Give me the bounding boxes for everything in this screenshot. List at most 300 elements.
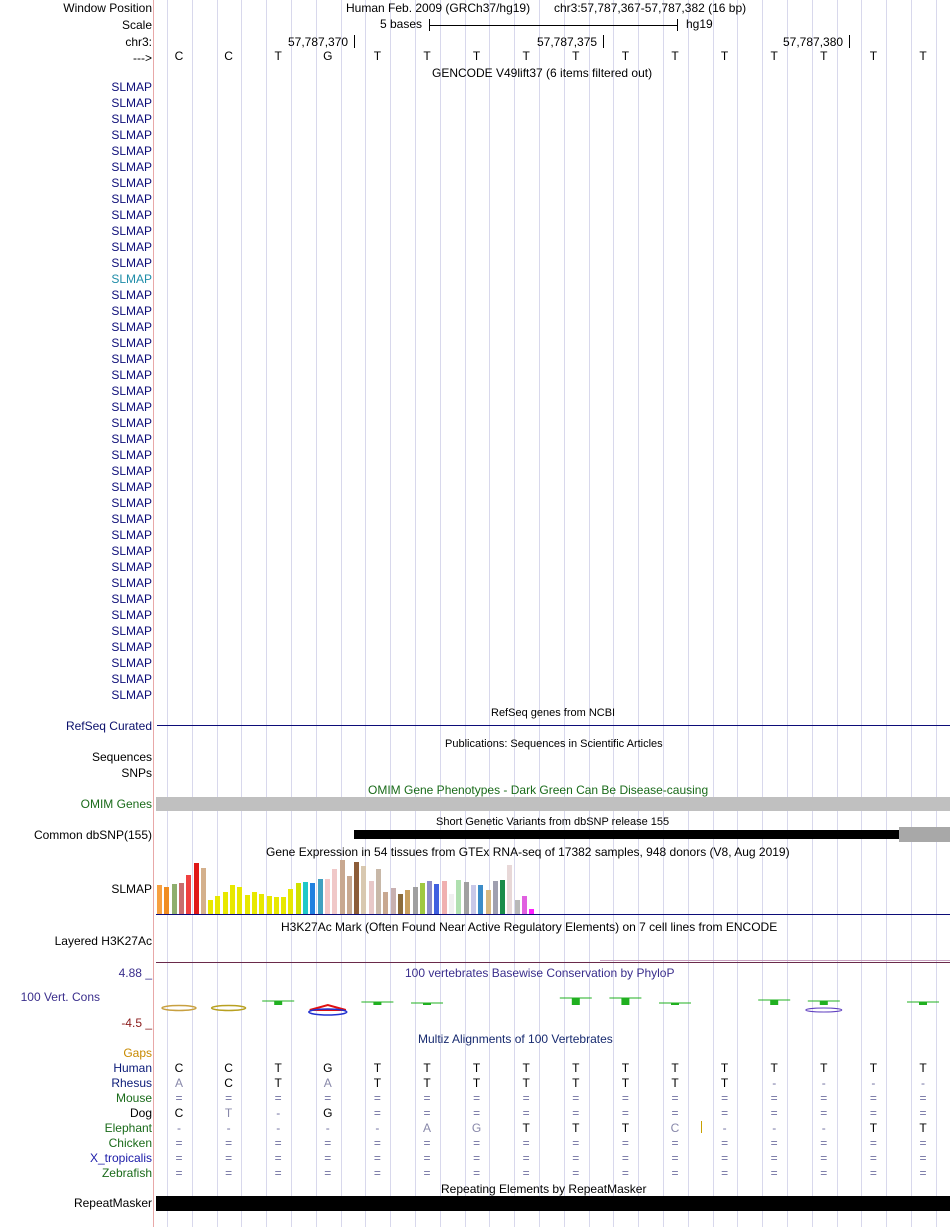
gencode-gene-label[interactable]: SLMAP [111, 368, 152, 382]
tick-label-3: 57,787,380 [783, 35, 844, 49]
base-letter: T [770, 49, 778, 63]
base-letter: T [274, 49, 282, 63]
gencode-transcript[interactable] [157, 117, 950, 121]
gtex-tissue-bar[interactable] [223, 892, 228, 914]
dbsnp-track-title: Short Genetic Variants from dbSNP release 155 [436, 816, 670, 828]
multiz-base: T [720, 1076, 729, 1090]
gtex-tissue-bar[interactable] [376, 869, 381, 914]
multiz-base: = [473, 1136, 481, 1150]
multiz-base: = [522, 1091, 530, 1105]
gencode-gene-label[interactable]: SLMAP [111, 576, 152, 590]
gencode-transcript[interactable] [157, 261, 950, 265]
multiz-species-label[interactable]: X_tropicalis [89, 1151, 152, 1165]
gencode-transcript[interactable] [157, 149, 950, 153]
label-gutter-divider [153, 0, 154, 1227]
gtex-tissue-bar[interactable] [281, 897, 286, 914]
gencode-transcript[interactable] [157, 645, 950, 649]
multiz-base: = [175, 1136, 183, 1150]
gencode-transcript[interactable] [157, 357, 950, 361]
gtex-tissue-bar[interactable] [486, 890, 491, 914]
gtex-tissue-bar[interactable] [405, 890, 410, 914]
gtex-tissue-bar[interactable] [383, 892, 388, 914]
gencode-gene-label[interactable]: SLMAP [111, 512, 152, 526]
multiz-base: T [274, 1061, 282, 1075]
multiz-base: = [522, 1106, 530, 1120]
gencode-transcript[interactable] [157, 101, 950, 105]
gtex-tissue-bar[interactable] [237, 887, 242, 914]
gencode-transcript[interactable] [157, 341, 950, 345]
multiz-base: T [423, 1061, 431, 1075]
position-range[interactable]: chr3:57,787,367-57,787,382 (16 bp) [554, 1, 747, 15]
multiz-base: = [919, 1106, 927, 1120]
gencode-transcript[interactable] [157, 501, 950, 505]
gencode-transcript[interactable] [157, 309, 950, 313]
chrom-label: chr3: [125, 35, 152, 49]
phylop-max-value: 4.88 _ [118, 966, 152, 980]
phylop-svg [156, 990, 950, 1020]
multiz-base: = [919, 1136, 927, 1150]
gtex-tissue-bar[interactable] [413, 887, 418, 914]
gtex-tissue-bar[interactable] [340, 860, 345, 914]
gencode-gene-label[interactable]: SLMAP [111, 656, 152, 670]
gencode-transcript[interactable] [157, 629, 950, 633]
multiz-base: = [522, 1166, 530, 1180]
multiz-base: = [770, 1166, 778, 1180]
gtex-tissue-bar[interactable] [215, 896, 220, 914]
gencode-gene-label[interactable]: SLMAP [111, 352, 152, 366]
multiz-base: = [225, 1136, 233, 1150]
multiz-base: = [423, 1091, 431, 1105]
base-letter: T [373, 49, 382, 63]
phylop-green-bar [274, 1001, 282, 1005]
gencode-gene-label[interactable]: SLMAP [111, 464, 152, 478]
phylop-green-bar [572, 998, 580, 1005]
gencode-gene-label[interactable]: SLMAP [111, 496, 152, 510]
gencode-gene-label[interactable]: SLMAP [111, 304, 152, 318]
multiz-base: - [821, 1076, 826, 1090]
gtex-tissue-bar[interactable] [500, 880, 505, 914]
gtex-tissue-bar[interactable] [449, 894, 454, 914]
h3k27ac-track-label[interactable]: Layered H3K27Ac [54, 934, 152, 948]
gencode-gene-label[interactable]: SLMAP [111, 448, 152, 462]
gtex-tissue-bar[interactable] [464, 882, 469, 914]
gencode-transcript[interactable] [157, 677, 950, 681]
gencode-transcript[interactable] [157, 469, 950, 473]
gencode-transcript[interactable] [157, 565, 950, 569]
multiz-base: C [174, 1106, 184, 1120]
multiz-base: T [572, 1121, 580, 1135]
multiz-base: = [572, 1106, 580, 1120]
gencode-transcript[interactable] [157, 613, 950, 617]
multiz-base: = [621, 1091, 629, 1105]
multiz-base: = [572, 1091, 580, 1105]
gencode-gene-label[interactable]: SLMAP [111, 384, 152, 398]
multiz-base: T [770, 1061, 778, 1075]
omim-track-title: OMIM Gene Phenotypes - Dark Green Can Be Disease-causing [368, 783, 709, 797]
multiz-species-label[interactable]: Rhesus [111, 1076, 152, 1090]
multiz-base: G [323, 1106, 333, 1120]
multiz-base: = [671, 1151, 679, 1165]
multiz-base: - [921, 1076, 925, 1090]
gencode-transcript[interactable] [157, 421, 950, 425]
base-letter: T [720, 49, 729, 63]
gencode-gene-label[interactable]: SLMAP [111, 144, 152, 158]
gtex-tissue-bar[interactable] [522, 896, 527, 914]
elephant-insertion-mark [701, 1121, 702, 1133]
multiz-base: = [820, 1151, 828, 1165]
base-letter: G [323, 49, 333, 63]
gtex-tissue-bar[interactable] [332, 869, 337, 914]
gencode-transcript[interactable] [157, 453, 950, 457]
gtex-tissue-bar[interactable] [157, 885, 162, 914]
gtex-tissue-bar[interactable] [230, 885, 235, 914]
gencode-gene-label[interactable]: SLMAP [111, 688, 152, 702]
gtex-tissue-bar[interactable] [354, 862, 359, 914]
dbsnp-variant-bar-gray[interactable] [899, 827, 950, 842]
multiz-base: T [621, 1061, 630, 1075]
phylop-min-value: -4.5 _ [121, 1016, 152, 1030]
scale-bar-right-tick [677, 19, 678, 31]
assembly-name: Human Feb. 2009 (GRCh37/hg19) [346, 1, 531, 15]
multiz-species-label[interactable]: Mouse [115, 1091, 152, 1105]
gencode-track-title: GENCODE V49lift37 (6 items filtered out) [432, 66, 653, 80]
multiz-base: = [770, 1106, 778, 1120]
gencode-transcript[interactable] [157, 517, 950, 521]
gencode-transcript[interactable] [157, 661, 950, 665]
gencode-gene-label[interactable]: SLMAP [111, 592, 152, 606]
gencode-gene-label[interactable]: SLMAP [111, 560, 152, 574]
multiz-base: - [871, 1076, 876, 1090]
multiz-base: T [869, 1121, 878, 1135]
multiz-base: A [422, 1121, 431, 1135]
tick-label-2: 57,787,375 [537, 35, 598, 49]
gencode-transcript[interactable] [157, 693, 950, 697]
repeatmasker-bar[interactable] [156, 1196, 950, 1211]
omim-track-label[interactable]: OMIM Genes [80, 797, 152, 811]
gtex-tissue-bar[interactable] [252, 892, 257, 914]
gencode-gene-label[interactable]: SLMAP [111, 528, 152, 542]
gencode-gene-label[interactable]: SLMAP [111, 240, 152, 254]
multiz-base: = [324, 1136, 332, 1150]
gencode-gene-label[interactable]: SLMAP [111, 416, 152, 430]
base-letter: T [522, 49, 530, 63]
base-letter: T [472, 49, 481, 63]
multiz-base: - [226, 1121, 231, 1135]
multiz-base: = [423, 1166, 431, 1180]
gtex-baseline [156, 914, 950, 915]
multiz-base: = [919, 1151, 927, 1165]
multiz-base: T [919, 1121, 927, 1135]
gtex-tissue-bar[interactable] [288, 889, 293, 914]
multiz-base: = [225, 1166, 233, 1180]
publications-sequences-label[interactable]: Sequences [91, 750, 152, 764]
multiz-base: T [472, 1061, 481, 1075]
gencode-transcript[interactable] [157, 85, 950, 89]
gtex-tissue-bar[interactable] [427, 881, 432, 914]
phylop-purple-mark [806, 1008, 842, 1012]
multiz-base: C [670, 1121, 680, 1135]
gtex-track-label[interactable]: SLMAP [111, 882, 152, 896]
gtex-tissue-bar[interactable] [325, 879, 330, 914]
base-letter: C [224, 49, 233, 63]
gtex-tissue-bar[interactable] [201, 868, 206, 914]
gtex-tissue-bar[interactable] [179, 883, 184, 914]
refseq-track-label[interactable]: RefSeq Curated [65, 719, 152, 733]
gencode-transcript[interactable] [157, 197, 950, 201]
multiz-base: = [324, 1151, 332, 1165]
multiz-base: = [274, 1136, 282, 1150]
multiz-base: = [225, 1151, 233, 1165]
refseq-gene-line[interactable] [157, 725, 950, 726]
gencode-transcript[interactable] [157, 245, 950, 249]
base-letter: T [423, 49, 431, 63]
multiz-base: = [324, 1091, 332, 1105]
multiz-base: = [869, 1136, 877, 1150]
multiz-base: = [770, 1091, 778, 1105]
gencode-transcript[interactable] [157, 373, 950, 377]
gtex-tissue-bar[interactable] [442, 881, 447, 914]
scale-text: 5 bases [380, 17, 423, 31]
dbsnp-variant-bar[interactable] [354, 830, 899, 839]
gtex-tissue-bar[interactable] [310, 883, 315, 914]
multiz-base: = [473, 1166, 481, 1180]
gtex-tissue-bar[interactable] [194, 863, 199, 914]
multiz-base: = [671, 1136, 679, 1150]
multiz-base: = [175, 1091, 183, 1105]
multiz-base: = [869, 1091, 877, 1105]
multiz-base: = [820, 1166, 828, 1180]
strand-direction-label: ---> [133, 51, 152, 65]
multiz-base: = [820, 1136, 828, 1150]
multiz-base: G [471, 1121, 482, 1135]
repeatmasker-track-label[interactable]: RepeatMasker [73, 1196, 152, 1210]
gencode-gene-label[interactable]: SLMAP [111, 400, 152, 414]
tick-label-1: 57,787,370 [288, 35, 349, 49]
multiz-base: T [720, 1061, 729, 1075]
multiz-species-label[interactable]: Elephant [104, 1121, 152, 1135]
gencode-transcript[interactable] [157, 437, 950, 441]
multiz-base: = [423, 1151, 431, 1165]
gencode-transcript[interactable] [157, 485, 950, 489]
gencode-transcript[interactable] [157, 213, 950, 217]
scale-label: Scale [121, 18, 152, 32]
publications-snps-label[interactable]: SNPs [121, 766, 152, 780]
gtex-tissue-bar[interactable] [493, 881, 498, 914]
multiz-base: T [572, 1076, 580, 1090]
multiz-base: = [919, 1091, 927, 1105]
multiz-base: - [276, 1121, 281, 1135]
gtex-tissue-bar[interactable] [515, 900, 520, 914]
multiz-base: T [522, 1121, 530, 1135]
multiz-base: C [224, 1061, 233, 1075]
gtex-tissue-bar[interactable] [347, 876, 352, 914]
multiz-track-title: Multiz Alignments of 100 Vertebrates [418, 1032, 613, 1046]
multiz-base: = [423, 1136, 431, 1150]
h3k27ac-track-title: H3K27Ac Mark (Often Found Near Active Regulatory Elements) on 7 cell lines from ENCODE [281, 920, 778, 934]
dbsnp-track-label[interactable]: Common dbSNP(155) [33, 828, 152, 842]
multiz-base: T [621, 1076, 630, 1090]
multiz-base: = [274, 1091, 282, 1105]
base-letter: C [174, 49, 184, 63]
multiz-base: = [671, 1166, 679, 1180]
multiz-base: = [671, 1106, 679, 1120]
gencode-gene-label[interactable]: SLMAP [111, 624, 152, 638]
multiz-base: T [423, 1076, 431, 1090]
gtex-tissue-bar[interactable] [245, 895, 250, 914]
multiz-base: C [174, 1061, 184, 1075]
gencode-transcript[interactable] [157, 389, 950, 393]
gencode-transcript[interactable] [157, 229, 950, 233]
gtex-tissue-bar[interactable] [208, 900, 213, 914]
gtex-tissue-bar[interactable] [391, 888, 396, 914]
gtex-tissue-bar[interactable] [303, 882, 308, 914]
multiz-base: T [373, 1061, 382, 1075]
phylop-green-bar [621, 998, 629, 1005]
gtex-tissue-bar[interactable] [186, 875, 191, 914]
gtex-tissue-bar[interactable] [456, 880, 461, 914]
multiz-base: = [522, 1151, 530, 1165]
multiz-species-label[interactable]: Dog [129, 1106, 152, 1120]
multiz-base: = [919, 1166, 927, 1180]
multiz-base: T [373, 1076, 382, 1090]
tick-mark-3 [849, 35, 850, 48]
multiz-base: = [373, 1091, 381, 1105]
multiz-base: T [224, 1106, 233, 1120]
gtex-tissue-bar[interactable] [172, 884, 177, 914]
multiz-base: = [721, 1166, 729, 1180]
gencode-transcript[interactable] [157, 533, 950, 537]
gencode-transcript[interactable] [157, 325, 950, 329]
gtex-tissue-bar[interactable] [318, 879, 323, 914]
gtex-tissue-bar[interactable] [267, 896, 272, 914]
gtex-tissue-bar[interactable] [164, 887, 169, 914]
multiz-base: = [621, 1136, 629, 1150]
gtex-bar-chart[interactable] [156, 858, 536, 914]
multiz-base: = [274, 1151, 282, 1165]
multiz-gaps-label: Gaps [123, 1046, 152, 1060]
gencode-gene-label[interactable]: SLMAP [111, 320, 152, 334]
multiz-base: = [274, 1166, 282, 1180]
multiz-species-label[interactable]: Chicken [108, 1136, 152, 1150]
base-letter: T [671, 49, 679, 63]
multiz-base: = [721, 1151, 729, 1165]
gtex-tissue-bar[interactable] [507, 865, 512, 914]
gencode-transcript[interactable] [157, 581, 950, 585]
multiz-base: = [225, 1091, 233, 1105]
multiz-base: T [869, 1061, 878, 1075]
gtex-tissue-bar[interactable] [361, 866, 366, 914]
phylop-green-bar [820, 1001, 828, 1005]
gtex-tissue-bar[interactable] [369, 881, 374, 914]
multiz-species-label[interactable]: Human [113, 1061, 152, 1075]
multiz-base: = [621, 1166, 629, 1180]
gencode-gene-label[interactable]: SLMAP [111, 96, 152, 110]
base-letter: T [869, 49, 878, 63]
multiz-base: = [473, 1106, 481, 1120]
multiz-base: = [473, 1151, 481, 1165]
gtex-tissue-bar[interactable] [296, 883, 301, 914]
gencode-transcript[interactable] [157, 133, 950, 137]
multiz-base: = [721, 1106, 729, 1120]
gencode-gene-label[interactable]: SLMAP [111, 160, 152, 174]
gencode-gene-label[interactable]: SLMAP [111, 288, 152, 302]
gtex-tissue-bar[interactable] [471, 885, 476, 914]
gencode-gene-label[interactable]: SLMAP [111, 672, 152, 686]
gencode-transcript[interactable] [157, 549, 950, 553]
gencode-gene-label[interactable]: SLMAP [111, 480, 152, 494]
gencode-transcript[interactable] [157, 597, 950, 601]
gencode-gene-label[interactable]: SLMAP [111, 192, 152, 206]
gtex-tissue-bar[interactable] [420, 883, 425, 914]
gencode-gene-label[interactable]: SLMAP [111, 128, 152, 142]
gencode-gene-label[interactable]: SLMAP [111, 544, 152, 558]
phylop-chart[interactable] [156, 990, 950, 1020]
gencode-gene-label[interactable]: SLMAP [111, 432, 152, 446]
multiz-base: = [572, 1136, 580, 1150]
gencode-transcript[interactable] [157, 405, 950, 409]
gencode-transcript[interactable] [157, 165, 950, 169]
base-letter: T [621, 49, 630, 63]
gencode-gene-label[interactable]: SLMAP [111, 640, 152, 654]
multiz-base: - [177, 1121, 181, 1135]
multiz-base: = [869, 1166, 877, 1180]
gtex-tissue-bar[interactable] [434, 884, 439, 914]
multiz-base: = [324, 1166, 332, 1180]
multiz-base: T [671, 1076, 679, 1090]
gtex-tissue-bar[interactable] [398, 894, 403, 914]
gencode-gene-label[interactable]: SLMAP [111, 176, 152, 190]
multiz-base: = [621, 1106, 629, 1120]
multiz-base: = [373, 1151, 381, 1165]
multiz-base: = [373, 1106, 381, 1120]
gtex-tissue-bar[interactable] [259, 894, 264, 914]
phylop-track-label[interactable]: 100 Vert. Cons [20, 990, 100, 1004]
multiz-base: = [572, 1166, 580, 1180]
multiz-base: = [473, 1091, 481, 1105]
multiz-base: A [174, 1076, 183, 1090]
gtex-tissue-bar[interactable] [478, 885, 483, 914]
gencode-transcript[interactable] [157, 277, 950, 281]
multiz-base: T [274, 1076, 282, 1090]
gencode-gene-label[interactable]: SLMAP [111, 272, 152, 286]
gencode-transcript[interactable] [157, 181, 950, 185]
refseq-track-title: RefSeq genes from NCBI [491, 707, 616, 719]
tick-mark-2 [603, 35, 604, 48]
repeatmasker-track-title: Repeating Elements by RepeatMasker [441, 1182, 647, 1196]
gencode-gene-label[interactable]: SLMAP [111, 336, 152, 350]
multiz-base: T [522, 1061, 530, 1075]
gencode-gene-label[interactable]: SLMAP [111, 208, 152, 222]
gencode-gene-label[interactable]: SLMAP [111, 256, 152, 270]
gencode-gene-label[interactable]: SLMAP [111, 608, 152, 622]
base-letter: T [919, 49, 927, 63]
gencode-gene-label[interactable]: SLMAP [111, 224, 152, 238]
gencode-gene-label[interactable]: SLMAP [111, 80, 152, 94]
multiz-base: = [721, 1091, 729, 1105]
scale-bar [429, 25, 677, 26]
gtex-tissue-bar[interactable] [274, 897, 279, 914]
omim-gene-bar[interactable] [156, 797, 950, 811]
multiz-species-label[interactable]: Zebrafish [101, 1166, 152, 1180]
multiz-base: = [175, 1151, 183, 1165]
multiz-base: T [621, 1121, 630, 1135]
phylop-negative-mark [212, 1006, 246, 1011]
multiz-base: - [325, 1121, 330, 1135]
gencode-transcript[interactable] [157, 293, 950, 297]
gencode-gene-label[interactable]: SLMAP [111, 112, 152, 126]
window-position-label: Window Position [63, 1, 152, 15]
multiz-base: G [323, 1061, 333, 1075]
